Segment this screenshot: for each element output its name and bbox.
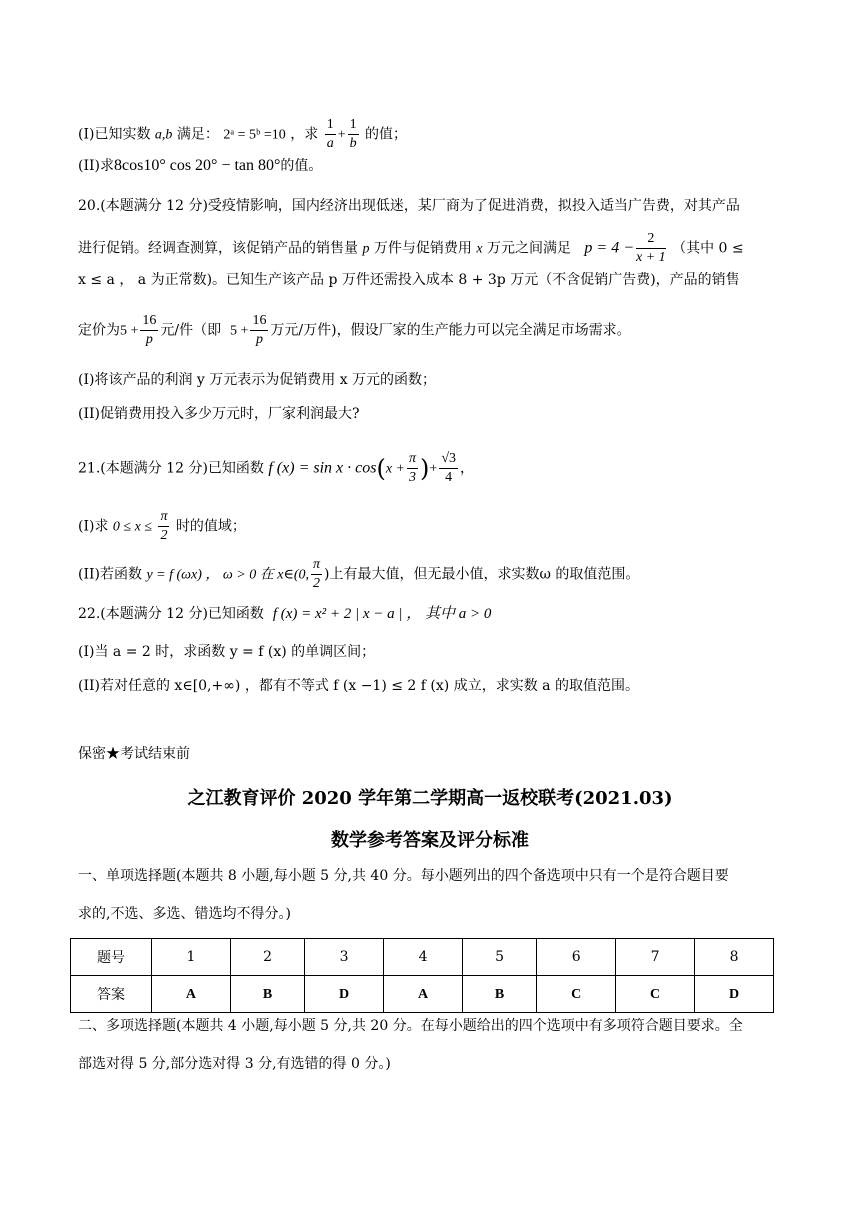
section1-instructions-2: 求的,不选、多选、错选均不得分。) [78,906,291,922]
q21-line1: 21.(本题满分 12 分)已知函数 f (x) = sin x · cos(x + $\frac{\pi}{3}$ )+ $\frac{√3}{4}$ ， [78,451,474,485]
table-cell: C [616,976,695,1013]
section2-instructions-2: 部选对得 5 分,部分选对得 3 分,有选错的得 0 分。) [78,1056,391,1072]
q20-sub1: (I)将该产品的利润 y 万元表示为促销费用 x 万元的函数； [78,372,437,388]
q19-part1: (I)已知实数 a,b 满足： 2ᵃ = 5ᵇ =10 ，求 $\frac{1}{a}$ + $\frac{1}{b}$ 的值； [78,117,408,151]
q20-line2: 进行促销。经调查测算，该促销产品的销售量 p 万件与促销费用 x 万元之间满足 p = 4 − $\frac{2}{x + 1}$ （其中 0 ≤ [78,231,744,265]
table-cell: A [152,976,231,1013]
row-label-answer: 答案 [71,976,152,1013]
answer-table [70,938,774,1013]
table-cell: B [462,976,536,1013]
q20-line4: 定价为5 + $\frac{16}{p}$ 元/件（即 5 + $\frac{16}{p}$ 万元/万件)，假设厂家的生产能力可以完全满足市场需求。 [78,313,631,347]
table-cell: D [695,976,774,1013]
q22-line1: 22.(本题满分 12 分)已知函数 f (x) = x² + 2 | x − a | ， 其中 a > 0 [78,606,492,622]
section1-instructions: 一、单项选择题(本题共 8 小题,每小题 5 分,共 40 分。每小题列出的四个备选项中只有一个是符合题目要 [78,868,729,884]
q21-sub1: (I)求 0 ≤ x ≤ $\frac{\pi}{2}$ 时的值域； [78,509,246,543]
fraction-2-over-x-plus-1: $\frac{2}{x + 1}$ [635,231,666,265]
q22-sub2: (II)若对任意的 x∈[0,+∞) ，都有不等式 f (x −1) ≤ 2 f (x) 成立，求实数 a 的取值范围。 [78,678,639,694]
q21-sub2: (II)若函数 y = f (ωx) ， ω > 0 在 x∈(0, $\frac{\pi}{2}$ )上有最大值，但无最小值，求实数ω 的取值范围。 [78,557,640,591]
q20-sub2: (II)促销费用投入多少万元时，厂家利润最大? [78,406,360,422]
table-cell: B [230,976,304,1013]
table-cell: D [305,976,384,1013]
table-cell: 7 [616,939,695,976]
table-cell: 5 [462,939,536,976]
fraction-pi-over-3: $\frac{\pi}{3}$ [409,451,417,485]
answer-subtitle: 数学参考答案及评分标准 [331,830,529,851]
table-cell: 4 [384,939,463,976]
answer-title: 之江教育评价 2020 学年第二学期高一返校联考(2021.03) [187,788,673,809]
table-row [71,976,774,1013]
fraction-16-over-p-2: $\frac{16}{p}$ [252,313,267,347]
row-label-number: 题号 [71,939,152,976]
table-cell: 1 [152,939,231,976]
fraction-pi-over-2: $\frac{\pi}{2}$ [160,509,168,543]
table-row [71,939,774,976]
section2-instructions: 二、多项选择题(本题共 4 小题,每小题 5 分,共 20 分。在每小题给出的四个选项中有多项符合题目要求。全 [78,1018,743,1034]
fraction-16-over-p: $\frac{16}{p}$ [142,313,157,347]
confidential-note: 保密★考试结束前 [78,746,190,762]
fraction-sqrt3-over-4: $\frac{√3}{4}$ [441,451,456,485]
fraction-1-over-b: $\frac{1}{b}$ [349,117,357,151]
table-cell: C [537,976,616,1013]
q20-line3: x ≤ a ， a 为正常数)。已知生产该产品 p 万件还需投入成本 8 + 3p 万元（不含促销广告费)，产品的销售 [78,272,740,288]
table-cell: 2 [230,939,304,976]
q22-sub1: (I)当 a = 2 时，求函数 y = f (x) 的单调区间； [78,644,376,660]
fraction-1-over-a: $\frac{1}{a}$ [326,117,334,151]
table-cell: 8 [695,939,774,976]
q20-line1: 20.(本题满分 12 分)受疫情影响，国内经济出现低迷，某厂商为了促进消费，拟投入适当广告费，对其产品 [78,198,740,214]
fraction-pi-over-2-b: $\frac{\pi}{2}$ [312,557,320,591]
table-cell: 3 [305,939,384,976]
table-cell: A [384,976,463,1013]
table-cell: 6 [537,939,616,976]
q19-part2: (II)求8cos10° cos 20° − tan 80°的值。 [78,157,323,174]
